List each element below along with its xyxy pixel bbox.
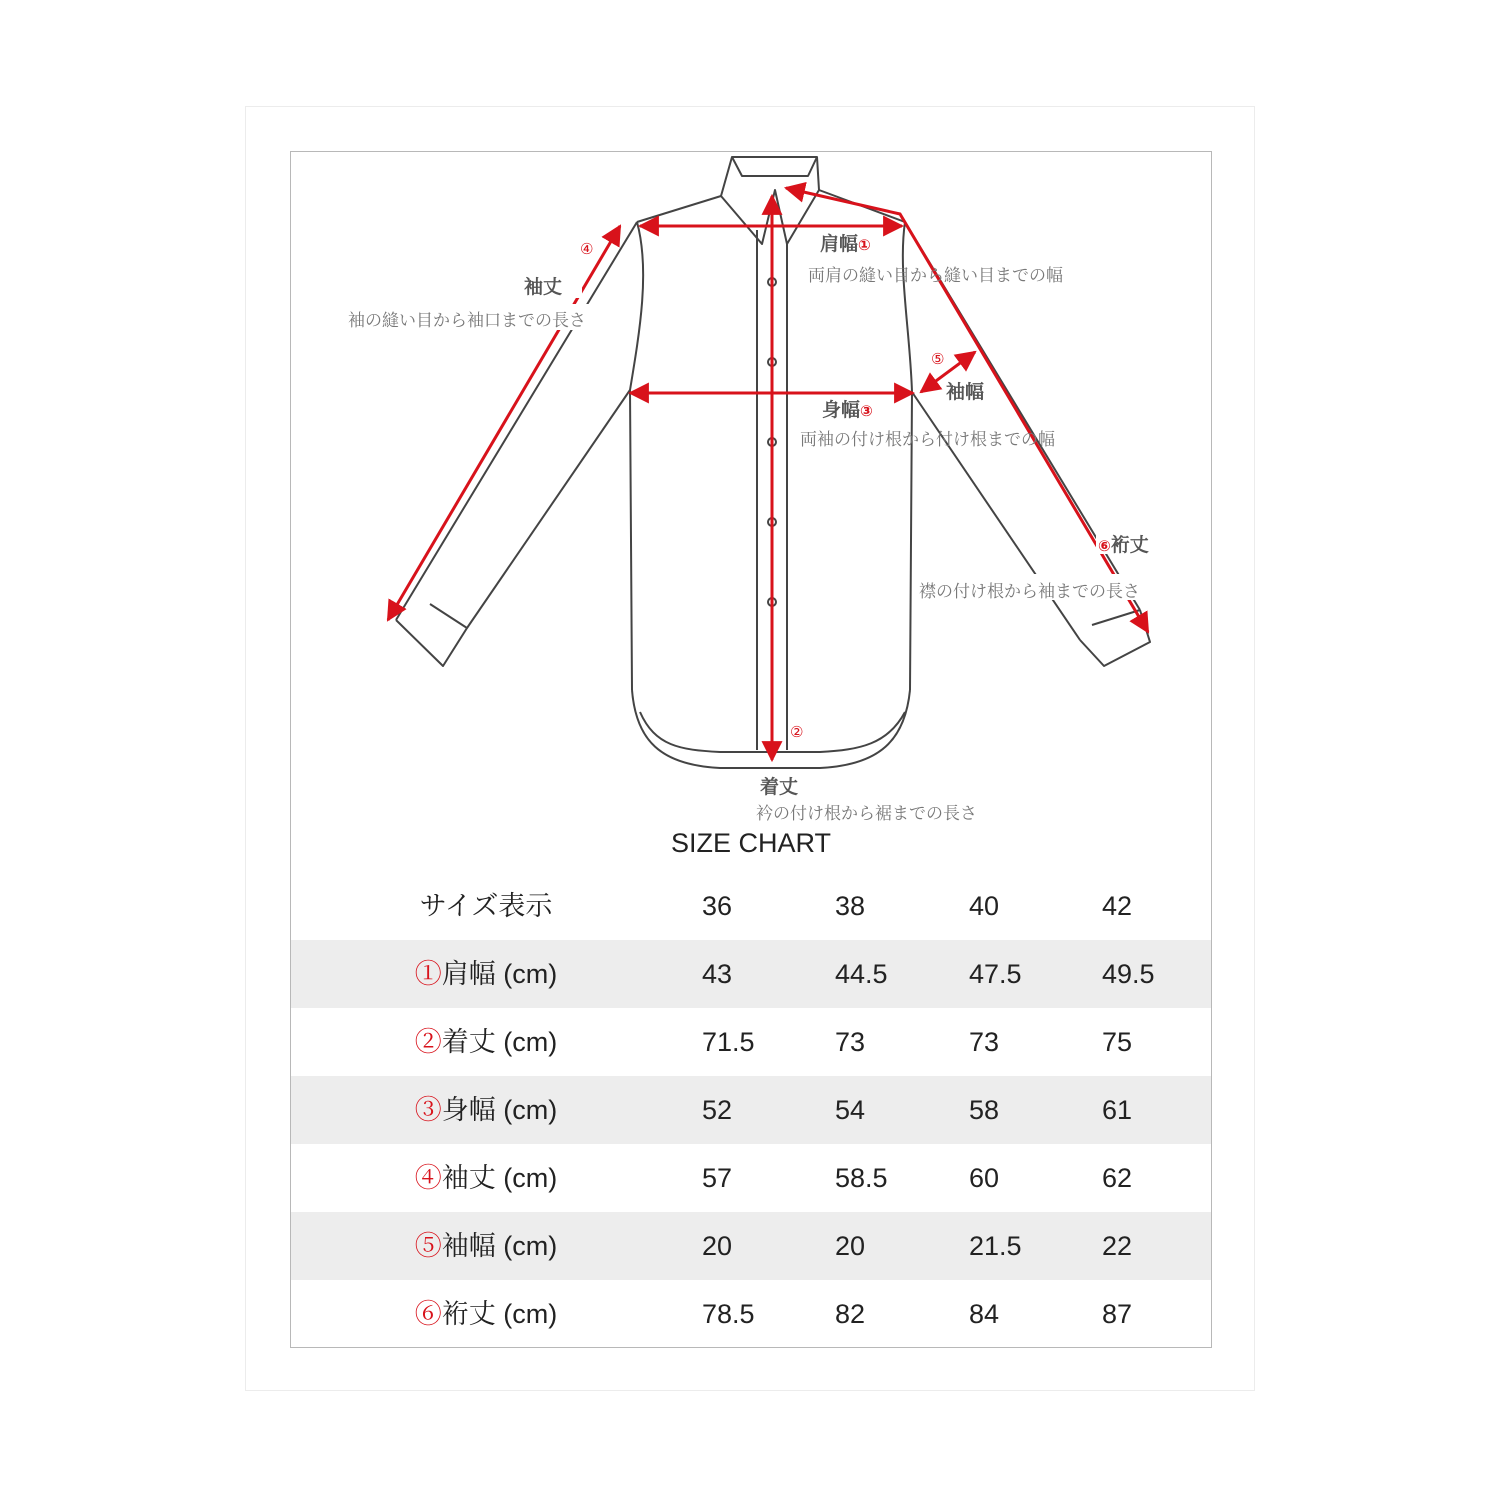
- shoulder-width-name: 肩幅: [820, 233, 859, 255]
- table-cell: 78.5: [702, 1299, 755, 1329]
- yuki-num: ⑥: [1098, 537, 1111, 555]
- row-number: ③: [414, 1095, 442, 1125]
- row-number: ⑥: [414, 1299, 442, 1329]
- row-label: [291, 1144, 681, 1212]
- sleeve-width-name: 袖幅: [946, 381, 985, 403]
- shoulder-width-num: ①: [858, 236, 871, 254]
- table-cell: 61: [1102, 1095, 1133, 1125]
- body-length-name: 着丈: [760, 776, 799, 798]
- body-length-num: ②: [790, 723, 804, 741]
- row-number: ④: [414, 1163, 442, 1193]
- size-label-header: サイズ表示: [419, 891, 553, 921]
- row-label-text: 袖丈 (cm): [441, 1163, 558, 1193]
- sleeve-width-num: ⑤: [931, 350, 945, 368]
- table-cell: 75: [1102, 1027, 1133, 1057]
- table-cell: 22: [1102, 1231, 1133, 1261]
- table-cell: 73: [835, 1027, 866, 1057]
- row-label-text: 裄丈 (cm): [441, 1299, 558, 1329]
- table-cell: 57: [702, 1163, 733, 1193]
- size-header-38: 38: [835, 891, 866, 921]
- row-label: [291, 1280, 681, 1348]
- sleeve-length-name: 袖丈: [524, 276, 563, 298]
- table-row: [291, 940, 1211, 1008]
- table-cell: 54: [835, 1095, 866, 1125]
- row-number: ①: [414, 959, 442, 989]
- table-row: [291, 1144, 1211, 1212]
- yuki-desc: 襟の付け根から袖までの長さ: [919, 582, 1140, 602]
- body-width-label: [822, 395, 873, 422]
- body-length-desc: 衿の付け根から裾までの長さ: [756, 804, 977, 824]
- table-row: [291, 1212, 1211, 1280]
- yuki-name: 裄丈: [1110, 534, 1149, 556]
- table-cell: 58.5: [835, 1163, 888, 1193]
- table-cell: 73: [969, 1027, 1000, 1057]
- table-header-row: [291, 872, 1211, 940]
- body-width-desc: 両袖の付け根から付け根までの幅: [800, 430, 1055, 450]
- chart-title: SIZE CHART: [670, 828, 832, 858]
- row-number: ⑤: [414, 1231, 442, 1261]
- table-cell: 84: [969, 1299, 1000, 1329]
- table-cell: 52: [702, 1095, 733, 1125]
- sleeve-length-arrow: [388, 226, 620, 620]
- table-cell: 20: [835, 1231, 866, 1261]
- sleeve-length-desc: 袖の縫い目から袖口までの長さ: [348, 311, 586, 331]
- size-header-42: 42: [1102, 891, 1133, 921]
- size-header-40: 40: [969, 891, 1000, 921]
- table-cell: 60: [969, 1163, 1000, 1193]
- row-label-text: 袖幅 (cm): [441, 1231, 558, 1261]
- size-table: [291, 872, 1211, 1348]
- row-number: ②: [414, 1027, 442, 1057]
- table-cell: 47.5: [969, 959, 1022, 989]
- row-label: [291, 1076, 681, 1144]
- table-cell: 71.5: [702, 1027, 755, 1057]
- table-cell: 20: [702, 1231, 733, 1261]
- shoulder-width-desc: 両肩の縫い目から縫い目までの幅: [808, 266, 1063, 286]
- table-cell: 62: [1102, 1163, 1133, 1193]
- table-cell: 44.5: [835, 959, 888, 989]
- row-label: [291, 1008, 681, 1076]
- row-label-text: 身幅 (cm): [441, 1095, 558, 1125]
- sleeve-length-num: ④: [580, 240, 594, 258]
- table-cell: 82: [835, 1299, 866, 1329]
- table-cell: 21.5: [969, 1231, 1022, 1261]
- table-cell: 43: [702, 959, 733, 989]
- size-header-36: 36: [702, 891, 733, 921]
- row-label-text: 肩幅 (cm): [441, 959, 558, 989]
- yuki-label: [1098, 530, 1149, 557]
- body-width-name: 身幅: [822, 399, 861, 421]
- table-cell: 87: [1102, 1299, 1133, 1329]
- row-label: [291, 1212, 681, 1280]
- table-row: [291, 1076, 1211, 1144]
- table-cell: 58: [969, 1095, 1000, 1125]
- row-label: [291, 940, 681, 1008]
- table-cell: 49.5: [1102, 959, 1155, 989]
- body-width-num: ③: [860, 402, 873, 420]
- table-row: [291, 1008, 1211, 1076]
- table-row: [291, 1280, 1211, 1348]
- shoulder-width-label: [820, 229, 871, 256]
- row-label-text: 着丈 (cm): [441, 1027, 558, 1057]
